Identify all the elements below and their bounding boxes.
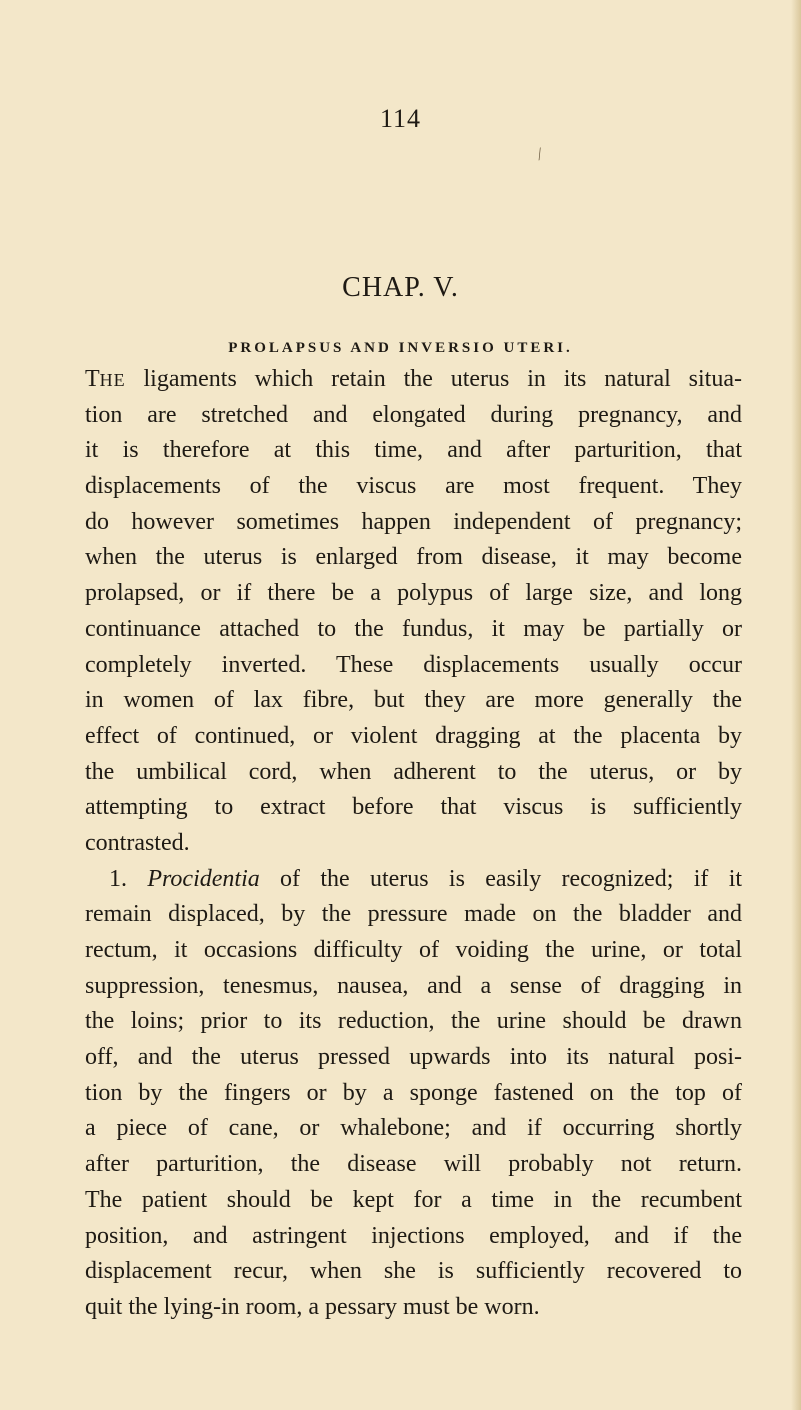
- text-line: displacements of the viscus are most frequent. They: [85, 473, 742, 500]
- item-number: 1.: [109, 865, 127, 892]
- text-line: attempting to extract before that viscus is sufficiently: [85, 794, 742, 821]
- text-line: position, and astringent injections employed, and if the: [85, 1222, 742, 1249]
- pencil-mark: ⁄: [534, 146, 546, 163]
- text-line: The patient should be kept for a time in the recumbent: [85, 1186, 742, 1213]
- text-line: [85, 362, 742, 398]
- text-line: the loins; prior to its reduction, the urine should be drawn: [85, 1008, 742, 1035]
- text-line-content: of the uterus is easily recognized; if it: [280, 865, 743, 892]
- first-word-initial: T: [85, 366, 100, 392]
- text-line-content: ligaments which retain the uterus in its natural situa-: [143, 366, 742, 392]
- text-line: a piece of cane, or whalebone; and if occurring shortly: [85, 1115, 742, 1142]
- text-line: remain displaced, by the pressure made on the bladder and: [85, 901, 742, 928]
- text-line: do however sometimes happen independent of pregnancy;: [85, 508, 742, 535]
- body-text: [85, 362, 742, 1326]
- text-line: tion are stretched and elongated during pregnancy, and: [85, 401, 742, 428]
- text-line: tion by the fingers or by a sponge fastened on the top of: [85, 1079, 742, 1106]
- text-line: effect of continued, or violent dragging at the placenta by: [85, 722, 742, 749]
- chapter-title: CHAP. V.: [342, 272, 459, 303]
- text-line: off, and the uterus pressed upwards into its natural posi-: [85, 1044, 742, 1071]
- text-line: when the uterus is enlarged from disease, it may become: [85, 544, 742, 571]
- text-line: [85, 862, 742, 898]
- text-line: it is therefore at this time, and after parturition, that: [85, 437, 742, 464]
- text-line: rectum, it occasions difficulty of voiding the urine, or total: [85, 937, 742, 963]
- text-line: quit the lying-in room, a pessary must be worn.: [85, 1293, 540, 1320]
- text-line: displacement recur, when she is sufficiently recovered to: [85, 1258, 742, 1285]
- text-line: completely inverted. These displacements usually occur: [85, 651, 742, 678]
- text-line: the umbilical cord, when adherent to the uterus, or by: [85, 758, 742, 785]
- page-edge: [791, 0, 801, 1410]
- text-line: contrasted.: [85, 829, 190, 856]
- text-line: prolapsed, or if there be a polypus of large size, and long: [85, 580, 742, 607]
- text-line: in women of lax fibre, but they are more generally the: [85, 687, 742, 714]
- page-number: 114: [379, 104, 422, 133]
- text-line: suppression, tenesmus, nausea, and a sense of dragging in: [85, 972, 742, 999]
- text-line: continuance attached to the fundus, it may be partially or: [85, 615, 742, 642]
- section-title: PROLAPSUS AND INVERSIO UTERI.: [228, 340, 573, 356]
- text-line: after parturition, the disease will probably not return.: [85, 1151, 742, 1178]
- first-word-rest: HE: [99, 370, 126, 390]
- item-term: Procidentia: [147, 865, 260, 892]
